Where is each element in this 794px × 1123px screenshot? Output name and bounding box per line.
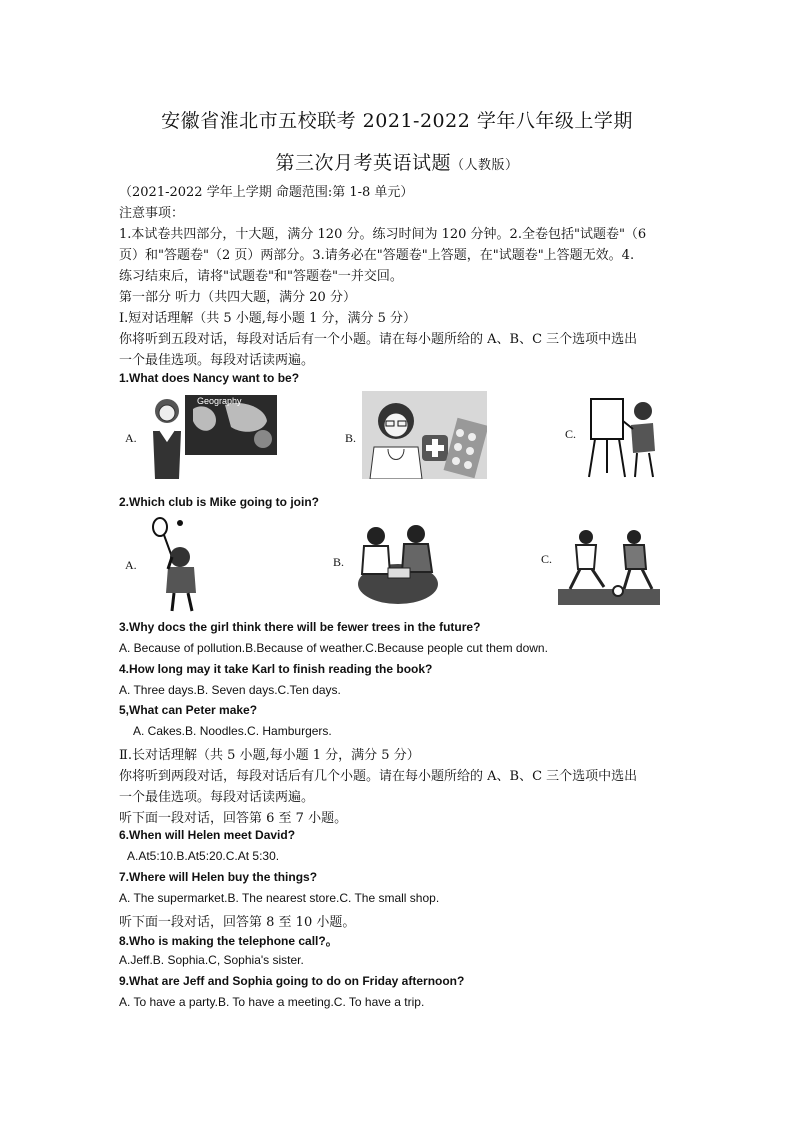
notice-line-2: 页）和"答题卷"（2 页）两部分。3.请务必在"答题卷"上答题，在"试题卷"上答题无效。4. [119, 248, 635, 263]
title-edition: （人教版） [451, 158, 519, 173]
q2-badminton-picture [150, 515, 210, 612]
question-4: 4.How long may it take Karl to finish reading the book? [119, 662, 433, 676]
question-1: 1.What does Nancy want to be? [119, 371, 300, 385]
question-7-options: A. The supermarket.B. The nearest store.C. The small shop. [119, 891, 440, 905]
q2-option-c-label: C. [541, 552, 553, 566]
question-8: 8.Who is making the telephone call?。 [119, 934, 338, 948]
q2-chess-picture [350, 522, 445, 608]
q1-option-b-label: B. [345, 431, 357, 445]
notice-line-1: 1.本试卷共四部分，十大题，满分 120 分。练习时间为 120 分钟。2.全卷包括"试题卷"（6 [119, 227, 647, 242]
dialogue-1-note: 听下面一段对话，回答第 6 至 7 小题。 [119, 811, 348, 826]
q1-teacher-picture [145, 391, 280, 481]
question-4-options: A. Three days.B. Seven days.C.Ten days. [119, 683, 341, 697]
q2-option-a-label: A. [125, 558, 137, 572]
question-8-options: A.Jeff.B. Sophia.C, Sophia's sister. [119, 953, 304, 967]
q1-option-a-label: A. [125, 431, 137, 445]
section2-instruction-2: 一个最佳选项。每段对话读两遍。 [119, 790, 315, 805]
q2-option-b-label: B. [333, 555, 345, 569]
title-line-1: 安徽省淮北市五校联考 2021-2022 学年八年级上学期 [161, 110, 633, 132]
question-2: 2.Which club is Mike going to join? [119, 495, 319, 509]
section2-title: Ⅱ.长对话理解（共 5 小题,每小题 1 分，满分 5 分） [119, 748, 420, 763]
notice-heading: 注意事项： [119, 206, 185, 221]
section1-instruction-2: 一个最佳选项。每段对话读两遍。 [119, 353, 315, 368]
question-9-options: A. To have a party.B. To have a meeting.C. To have a trip. [119, 995, 425, 1009]
question-5: 5,What can Peter make? [119, 703, 258, 717]
part1-heading: 第一部分 听力（共四大题，满分 20 分） [119, 290, 356, 305]
section2-instruction-1: 你将听到两段对话，每段对话后有几个小题。请在每小题所给的 A、B、C 三个选项中选出 [119, 769, 638, 784]
question-3: 3.Why docs the girl think there will be fewer trees in the future? [119, 620, 481, 634]
section1-instruction-1: 你将听到五段对话，每段对话后有一个小题。请在每小题所给的 A、B、C 三个选项中选出 [119, 332, 638, 347]
q1-doctor-picture [362, 391, 487, 479]
question-9: 9.What are Jeff and Sophia going to do on Friday afternoon? [119, 974, 465, 988]
q1-option-c-label: C. [565, 427, 577, 441]
dialogue-2-note: 听下面一段对话，回答第 8 至 10 小题。 [119, 915, 356, 930]
title-main: 第三次月考英语试题 [275, 152, 451, 174]
scope-line: （2021-2022 学年上学期 命题范围:第 1-8 单元） [119, 185, 414, 200]
q1-painter-picture [585, 393, 670, 478]
title-line-2 [0, 148, 794, 175]
section1-title: Ⅰ.短对话理解（共 5 小题,每小题 1 分，满分 5 分） [119, 311, 417, 326]
question-3-options: A. Because of pollution.B.Because of weather.C.Because people cut them down. [119, 641, 548, 655]
notice-line-3: 练习结束后，请将"试题卷"和"答题卷"一并交回。 [119, 269, 403, 284]
q2-soccer-picture [558, 525, 660, 605]
question-7: 7.Where will Helen buy the things? [119, 870, 318, 884]
question-6-options: A.At5:10.B.At5:20.C.At 5:30. [127, 849, 280, 863]
question-5-options: A. Cakes.B. Noodles.C. Hamburgers. [133, 724, 332, 738]
geography-board-text: Geography [197, 396, 242, 406]
question-6: 6.When will Helen meet David? [119, 828, 296, 842]
